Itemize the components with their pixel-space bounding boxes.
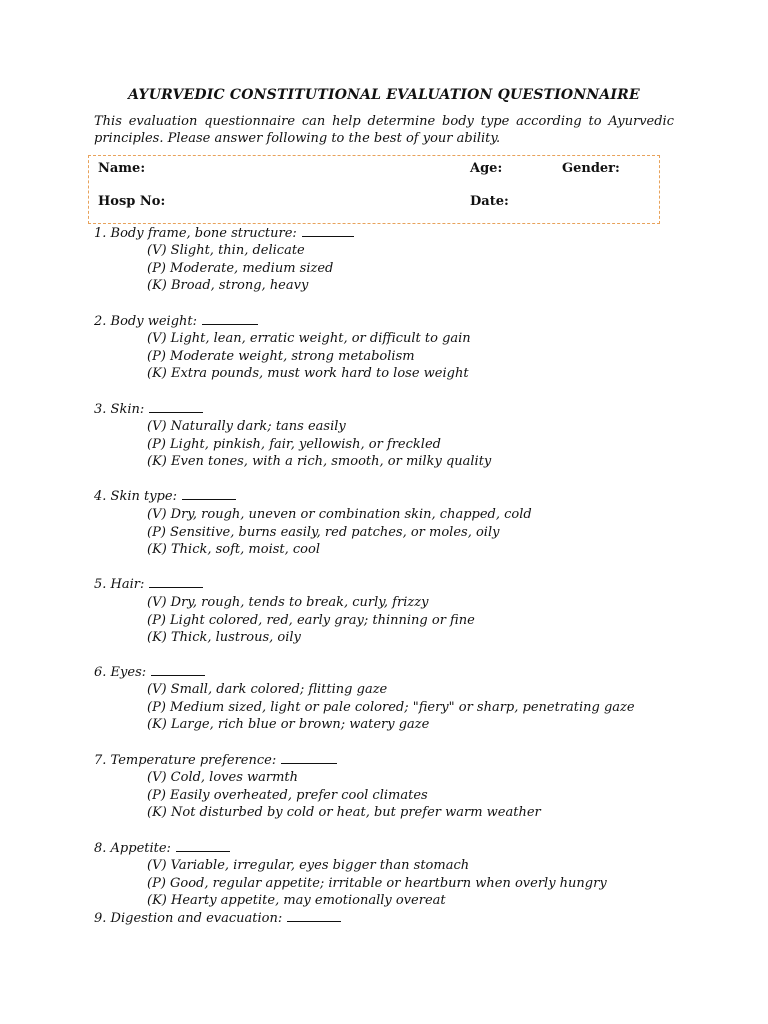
question-8 bbox=[94, 840, 230, 857]
option-k: (K) Extra pounds, must work hard to lose weight bbox=[147, 366, 469, 382]
option-v: (V) Dry, rough, uneven or combination skin, chapped, cold bbox=[147, 507, 532, 522]
answer-blank[interactable] bbox=[182, 488, 236, 500]
option-p: (P) Good, regular appetite; irritable or heartburn when overly hungry bbox=[147, 875, 607, 891]
question-7 bbox=[94, 752, 337, 769]
question-9 bbox=[94, 910, 341, 927]
question-2 bbox=[94, 313, 258, 330]
patient-info-box bbox=[88, 155, 660, 224]
question-1 bbox=[94, 225, 354, 242]
question-label: 4. Skin type: bbox=[94, 489, 177, 504]
option-k: (K) Thick, soft, moist, cool bbox=[147, 542, 320, 558]
age-label: Age: bbox=[470, 161, 503, 176]
question-label: 5. Hair: bbox=[94, 577, 145, 592]
answer-blank[interactable] bbox=[176, 840, 230, 852]
question-2-options bbox=[147, 330, 471, 383]
document-title: AYURVEDIC CONSTITUTIONAL EVALUATION QUESTIONNAIRE bbox=[128, 87, 640, 103]
answer-blank[interactable] bbox=[281, 752, 337, 764]
option-p: (P) Light colored, red, early gray; thinning or fine bbox=[147, 612, 475, 628]
question-label: 7. Temperature preference: bbox=[94, 753, 277, 768]
question-5 bbox=[94, 576, 203, 593]
question-label: 9. Digestion and evacuation: bbox=[94, 911, 283, 926]
option-v: (V) Slight, thin, delicate bbox=[147, 243, 305, 258]
gender-label: Gender: bbox=[562, 161, 620, 176]
intro-paragraph: This evaluation questionnaire can help determine body type according to Ayurvedic principles. Please answer following to the best of your ability. bbox=[94, 114, 674, 146]
option-v: (V) Naturally dark; tans easily bbox=[147, 419, 346, 434]
question-label: 8. Appetite: bbox=[94, 841, 171, 856]
option-k: (K) Large, rich blue or brown; watery gaze bbox=[147, 717, 430, 733]
question-label: 2. Body weight: bbox=[94, 314, 197, 329]
date-label: Date: bbox=[470, 194, 509, 209]
option-p: (P) Moderate, medium sized bbox=[147, 260, 334, 276]
option-v: (V) Small, dark colored; flitting gaze bbox=[147, 682, 388, 697]
question-3-options bbox=[147, 418, 491, 471]
option-k: (K) Hearty appetite, may emotionally overeat bbox=[147, 893, 446, 909]
hosp-no-label: Hosp No: bbox=[98, 194, 166, 209]
question-5-options bbox=[147, 594, 475, 647]
question-7-options bbox=[147, 769, 541, 822]
answer-blank[interactable] bbox=[287, 910, 341, 922]
answer-blank[interactable] bbox=[149, 401, 203, 413]
name-label: Name: bbox=[98, 161, 146, 176]
option-k: (K) Even tones, with a rich, smooth, or milky quality bbox=[147, 454, 492, 470]
option-p: (P) Sensitive, burns easily, red patches, or moles, oily bbox=[147, 524, 500, 540]
option-v: (V) Light, lean, erratic weight, or difficult to gain bbox=[147, 331, 471, 346]
option-p: (P) Light, pinkish, fair, yellowish, or freckled bbox=[147, 436, 441, 452]
option-v: (V) Dry, rough, tends to break, curly, frizzy bbox=[147, 595, 429, 610]
option-p: (P) Moderate weight, strong metabolism bbox=[147, 348, 415, 364]
question-1-options bbox=[147, 242, 333, 295]
question-label: 1. Body frame, bone structure: bbox=[94, 226, 297, 241]
question-4 bbox=[94, 488, 236, 505]
question-4-options bbox=[147, 506, 532, 559]
question-3 bbox=[94, 401, 203, 418]
question-6 bbox=[94, 664, 205, 681]
option-p: (P) Medium sized, light or pale colored; "fiery" or sharp, penetrating gaze bbox=[147, 699, 635, 715]
option-p: (P) Easily overheated, prefer cool climates bbox=[147, 787, 428, 803]
answer-blank[interactable] bbox=[302, 225, 354, 237]
option-v: (V) Variable, irregular, eyes bigger than stomach bbox=[147, 858, 470, 873]
option-k: (K) Thick, lustrous, oily bbox=[147, 630, 301, 646]
question-label: 3. Skin: bbox=[94, 402, 145, 417]
option-k: (K) Not disturbed by cold or heat, but prefer warm weather bbox=[147, 805, 541, 821]
answer-blank[interactable] bbox=[202, 313, 258, 325]
answer-blank[interactable] bbox=[149, 576, 203, 588]
question-label: 6. Eyes: bbox=[94, 665, 147, 680]
question-6-options bbox=[147, 681, 635, 734]
answer-blank[interactable] bbox=[151, 664, 205, 676]
question-8-options bbox=[147, 857, 607, 910]
option-k: (K) Broad, strong, heavy bbox=[147, 278, 309, 294]
option-v: (V) Cold, loves warmth bbox=[147, 770, 299, 785]
